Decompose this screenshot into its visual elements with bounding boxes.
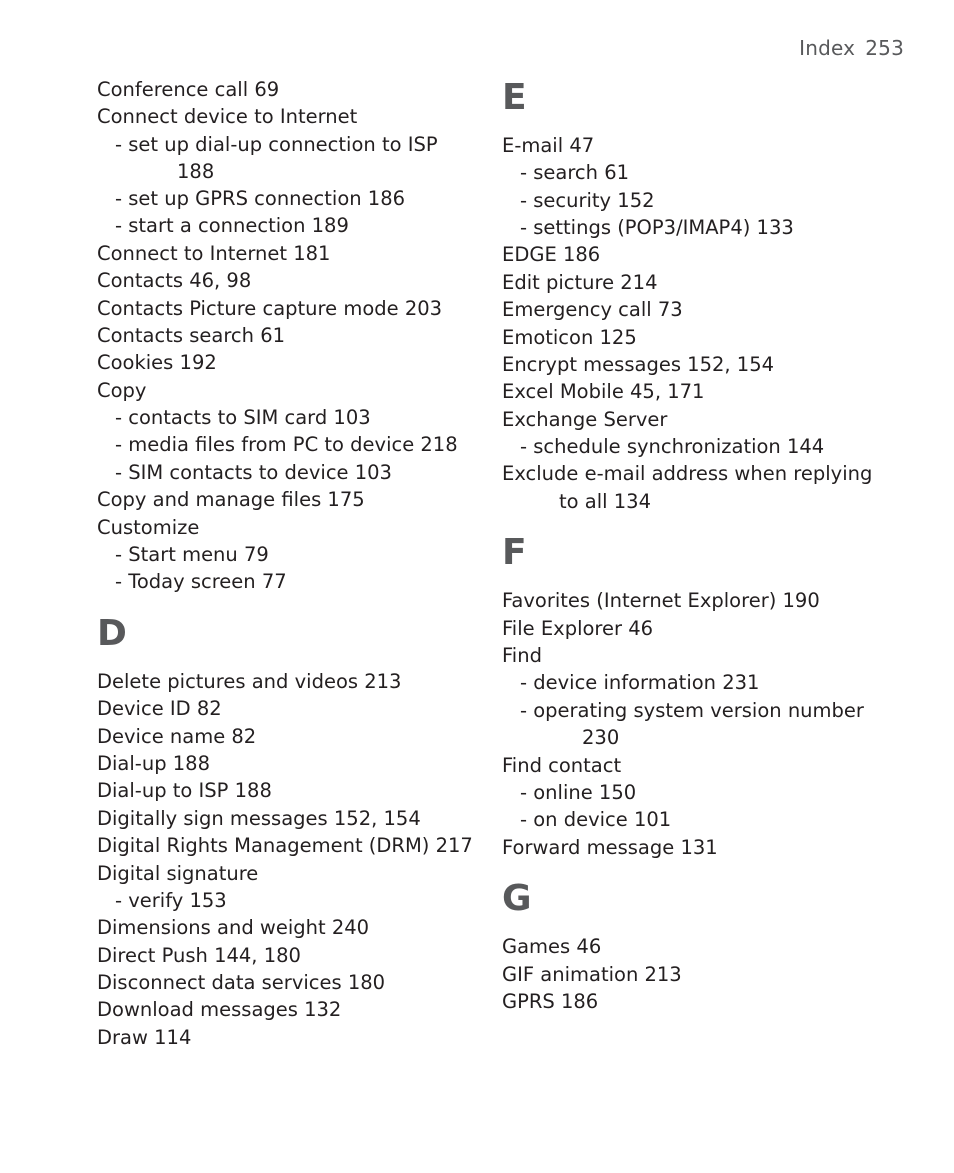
index-entry: Exclude e-mail address when replying bbox=[502, 462, 873, 485]
index-subentry: - security 152 bbox=[520, 189, 655, 212]
index-entry: Contacts search 61 bbox=[97, 324, 286, 347]
index-subentry: - verify 153 bbox=[115, 889, 227, 912]
index-entry: Games 46 bbox=[502, 935, 602, 958]
index-entry: EDGE 186 bbox=[502, 243, 601, 266]
index-subentry: - set up GPRS connection 186 bbox=[115, 187, 406, 210]
section-letter-d: D bbox=[97, 613, 127, 654]
index-subentry: - Start menu 79 bbox=[115, 543, 269, 566]
index-entry: E-mail 47 bbox=[502, 134, 595, 157]
index-subentry: - device information 231 bbox=[520, 671, 760, 694]
index-entry: Edit picture 214 bbox=[502, 271, 658, 294]
index-entry: Find bbox=[502, 644, 542, 667]
index-subentry: - search 61 bbox=[520, 161, 630, 184]
section-letter-f: F bbox=[502, 532, 527, 573]
section-letter-e: E bbox=[502, 77, 527, 118]
index-entry: Connect to Internet 181 bbox=[97, 242, 331, 265]
index-entry: Encrypt messages 152, 154 bbox=[502, 353, 775, 376]
section-name: Index bbox=[799, 36, 856, 60]
running-head bbox=[799, 36, 904, 60]
index-entry: Exchange Server bbox=[502, 408, 668, 431]
index-entry: Digitally sign messages 152, 154 bbox=[97, 807, 421, 830]
index-entry: Customize bbox=[97, 516, 200, 539]
index-entry: Copy bbox=[97, 379, 147, 402]
index-entry: Cookies 192 bbox=[97, 351, 217, 374]
index-subentry: - set up dial-up connection to ISP bbox=[115, 133, 438, 156]
index-entry: Device name 82 bbox=[97, 725, 257, 748]
index-subentry: - SIM contacts to device 103 bbox=[115, 461, 392, 484]
index-entry: GIF animation 213 bbox=[502, 963, 682, 986]
index-entry: Excel Mobile 45, 171 bbox=[502, 380, 705, 403]
index-entry: Draw 114 bbox=[97, 1026, 192, 1049]
index-subentry: - media files from PC to device 218 bbox=[115, 433, 458, 456]
index-entry: Digital signature bbox=[97, 862, 259, 885]
index-entry: Digital Rights Management (DRM) 217 bbox=[97, 834, 473, 857]
index-subentry: - online 150 bbox=[520, 781, 637, 804]
index-subentry: - on device 101 bbox=[520, 808, 672, 831]
index-entry: Contacts 46, 98 bbox=[97, 269, 252, 292]
index-subentry-continuation: 230 bbox=[582, 726, 620, 749]
index-entry: Conference call 69 bbox=[97, 78, 280, 101]
index-entry: Dial-up 188 bbox=[97, 752, 210, 775]
index-entry: Forward message 131 bbox=[502, 836, 718, 859]
index-entry: Direct Push 144, 180 bbox=[97, 944, 301, 967]
index-subentry-continuation: 188 bbox=[177, 160, 215, 183]
index-entry: Download messages 132 bbox=[97, 998, 342, 1021]
index-subentry: - Today screen 77 bbox=[115, 570, 287, 593]
index-subentry: - operating system version number bbox=[520, 699, 864, 722]
index-entry: Disconnect data services 180 bbox=[97, 971, 386, 994]
index-entry: Emergency call 73 bbox=[502, 298, 683, 321]
index-entry: Contacts Picture capture mode 203 bbox=[97, 297, 443, 320]
index-entry: Device ID 82 bbox=[97, 697, 222, 720]
index-entry: Connect device to Internet bbox=[97, 105, 358, 128]
index-entry: Favorites (Internet Explorer) 190 bbox=[502, 589, 820, 612]
index-subentry: - start a connection 189 bbox=[115, 214, 349, 237]
index-entry: Emoticon 125 bbox=[502, 326, 637, 349]
index-entry: GPRS 186 bbox=[502, 990, 599, 1013]
index-entry-continuation: to all 134 bbox=[559, 490, 651, 513]
page-number: 253 bbox=[865, 36, 904, 60]
index-subentry: - settings (POP3/IMAP4) 133 bbox=[520, 216, 794, 239]
index-entry: Delete pictures and videos 213 bbox=[97, 670, 402, 693]
index-entry: Dial-up to ISP 188 bbox=[97, 779, 272, 802]
index-subentry: - contacts to SIM card 103 bbox=[115, 406, 371, 429]
index-entry: Dimensions and weight 240 bbox=[97, 916, 370, 939]
index-entry: Find contact bbox=[502, 754, 622, 777]
section-letter-g: G bbox=[502, 878, 532, 919]
index-entry: File Explorer 46 bbox=[502, 617, 654, 640]
index-subentry: - schedule synchronization 144 bbox=[520, 435, 825, 458]
index-entry: Copy and manage files 175 bbox=[97, 488, 365, 511]
